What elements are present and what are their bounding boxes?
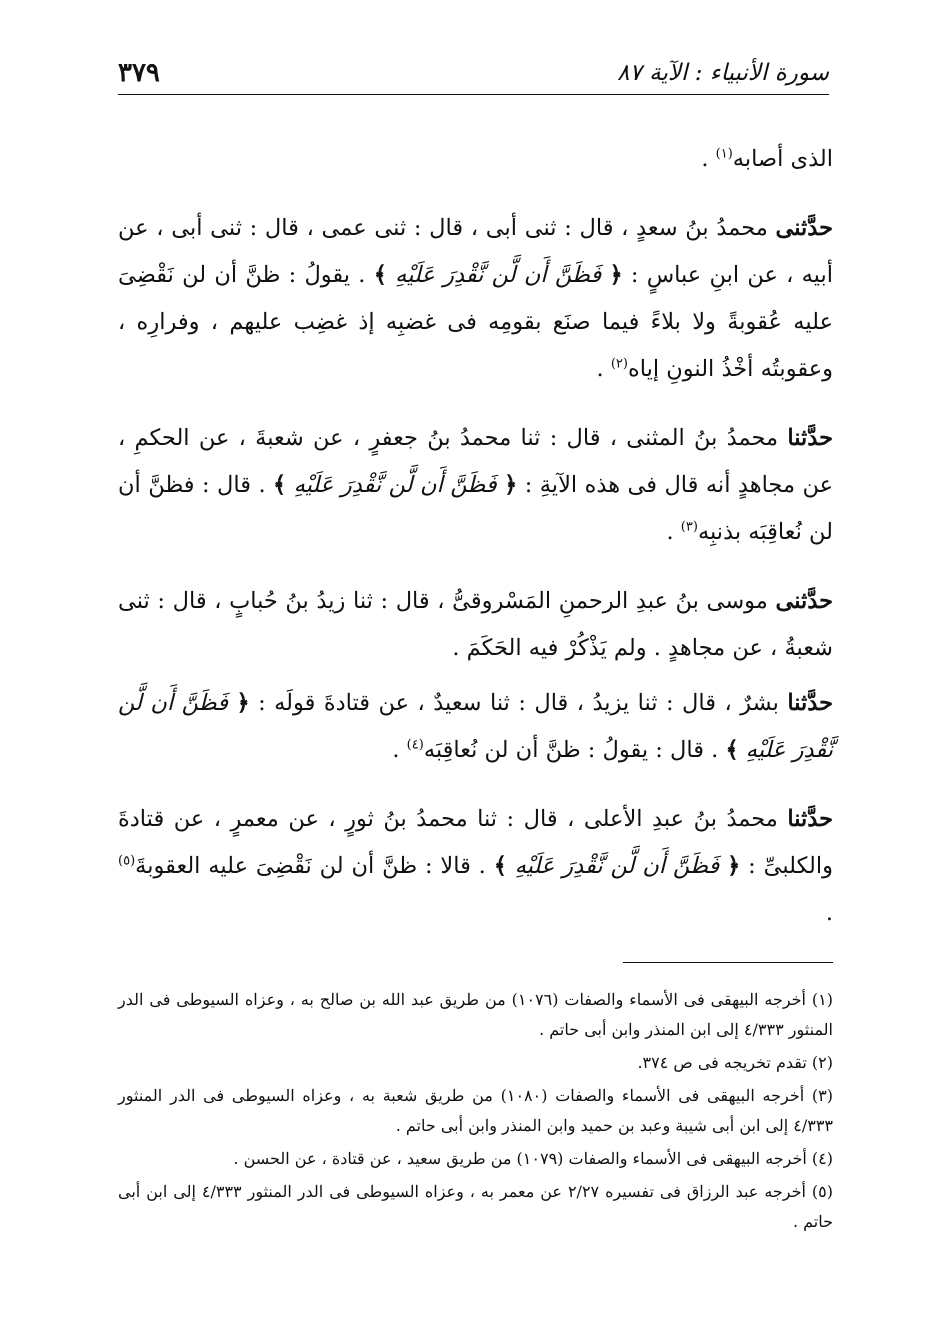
paragraph-text: . قال : يقولُ : ظنَّ أن لن نُعاقِبَه — [423, 737, 726, 763]
footnote-separator — [623, 962, 833, 963]
paragraph-tail: . — [666, 519, 681, 545]
quran-verse: فَظَنَّ أَن لَّن نَّقْدِرَ عَلَيْهِ — [118, 690, 833, 763]
footnote-ref: (١) — [715, 146, 733, 162]
quran-verse: فَظَنَّ أَن لَّن نَّقْدِرَ عَلَيْهِ — [514, 853, 720, 879]
footnote: (٣) أخرجه البيهقى فى الأسماء والصفات (١٠٨٠) من طريق شعبة به ، وعزاه السيوطى فى الدر المنثور ٤/٣٣٣ إلى ابن أبى شيبة وعبد بن حميد وابن المنذر وابن أبى حاتم . — [118, 1086, 833, 1135]
paragraph — [118, 415, 833, 556]
paragraph-tail: . — [825, 900, 833, 926]
narration-lead: حدَّثنى — [775, 215, 833, 241]
paragraph-text: الذى أصابه — [732, 146, 833, 172]
footnote: (٤) أخرجه البيهقى فى الأسماء والصفات (١٠٧٩) من طريق سعيد ، عن قتادة ، عن الحسن . — [233, 1149, 833, 1168]
paragraph — [118, 578, 833, 672]
paragraph-tail: . — [392, 737, 407, 763]
paragraph-tail: . — [596, 356, 611, 382]
footnote: (١) أخرجه البيهقى فى الأسماء والصفات (١٠٧٦) من طريق عبد الله بن صالح به ، وعزاه السيوطى فى الدر المنثور ٤/٣٣٣ إلى ابن المنذر وابن أبى حاتم . — [118, 990, 833, 1039]
footnote-ref: (٥) — [118, 853, 136, 869]
quran-verse: فَظَنَّ أَن لَّن نَّقْدِرَ عَلَيْهِ — [395, 262, 602, 288]
narration-lead: حدَّثنا — [787, 806, 833, 832]
paragraph — [118, 680, 833, 774]
paragraph-text: محمدُ بنُ سعدٍ ، قال : ثنى أبى ، قال : ثنى عمى ، قال : ثنى أبى ، عن أبيه ، عن ابنِ عباسٍ : — [118, 215, 833, 288]
footnote: (٥) أخرجه عبد الرزاق فى تفسيره ٢/٢٧ عن معمر به ، وعزاه السيوطى فى الدر المنثور ٤/٣٣٣ إلى ابن أبى حاتم . — [118, 1182, 834, 1231]
page-number: ٣٧٩ — [118, 58, 160, 88]
quran-open-bracket: ﴿ — [727, 853, 741, 879]
footnote-ref: (٤) — [406, 737, 424, 753]
main-text — [118, 136, 833, 959]
paragraph-text: بشرٌ ، قال : ثنا يزيدُ ، قال : ثنا سعيدٌ ، عن قتادةَ قولَه : — [249, 690, 788, 716]
paragraph — [118, 205, 833, 393]
paragraph-text: . قالا : ظنَّ أن لن نَقْضِىَ عليه العقوبةَ — [135, 853, 494, 879]
paragraph-text: . يقولُ : ظنَّ أن لن نَقْضِىَ عليه عُقوبةً ولا بلاءً فيما صنَع بقومِه فى غضبِه إذ غضِب عليهم ، وفرارِه ، وعقوبتُه أخْذُ النونِ إياه — [118, 262, 833, 382]
footnote-ref: (٢) — [610, 356, 628, 372]
quran-close-bracket: ﴾ — [493, 853, 507, 879]
paragraph-text: موسى بنُ عبدِ الرحمنِ المَسْروقىُّ ، قال : ثنا زيدُ بنُ حُبابٍ ، قال : ثنى شعبةُ ، عن مجاهدٍ . ولم يَذْكُرْ فيه الحَكَمَ . — [118, 588, 833, 661]
footnotes — [118, 985, 833, 1240]
paragraph-text: محمدُ بنُ عبدِ الأعلى ، قال : ثنا محمدُ بنُ ثورٍ ، عن معمرٍ ، عن قتادةَ والكلبىِّ : — [118, 806, 833, 879]
quran-open-bracket: ﴿ — [236, 690, 250, 716]
quran-close-bracket: ﴾ — [373, 262, 387, 288]
narration-lead: حدَّثنا — [787, 425, 833, 451]
quran-verse: فَظَنَّ أَن لَّن نَّقْدِرَ عَلَيْهِ — [293, 472, 497, 498]
quran-open-bracket: ﴿ — [504, 472, 518, 498]
paragraph — [118, 136, 833, 183]
quran-open-bracket: ﴿ — [609, 262, 623, 288]
quran-close-bracket: ﴾ — [273, 472, 287, 498]
paragraph-text: . قال : فظنَّ أن لن نُعاقِبَه بذنبِه — [118, 472, 833, 545]
footnote: (٢) تقدم تخريجه فى ص ٣٧٤. — [637, 1053, 833, 1072]
paragraph-text: محمدُ بنُ المثنى ، قال : ثنا محمدُ بنُ جعفرٍ ، عن شعبةَ ، عن الحكمِ ، عن مجاهدٍ أنه قال فى هذه الآيةِ : — [118, 425, 833, 498]
quran-close-bracket: ﴾ — [725, 737, 739, 763]
narration-lead: حدَّثنى — [775, 588, 833, 614]
running-title: سورة الأنبياء : الآية ٨٧ — [617, 60, 829, 86]
paragraph — [118, 796, 833, 937]
page-header — [118, 58, 829, 95]
narration-lead: حدَّثنا — [787, 690, 833, 716]
paragraph-tail: . — [701, 146, 716, 172]
footnote-ref: (٣) — [680, 519, 698, 535]
